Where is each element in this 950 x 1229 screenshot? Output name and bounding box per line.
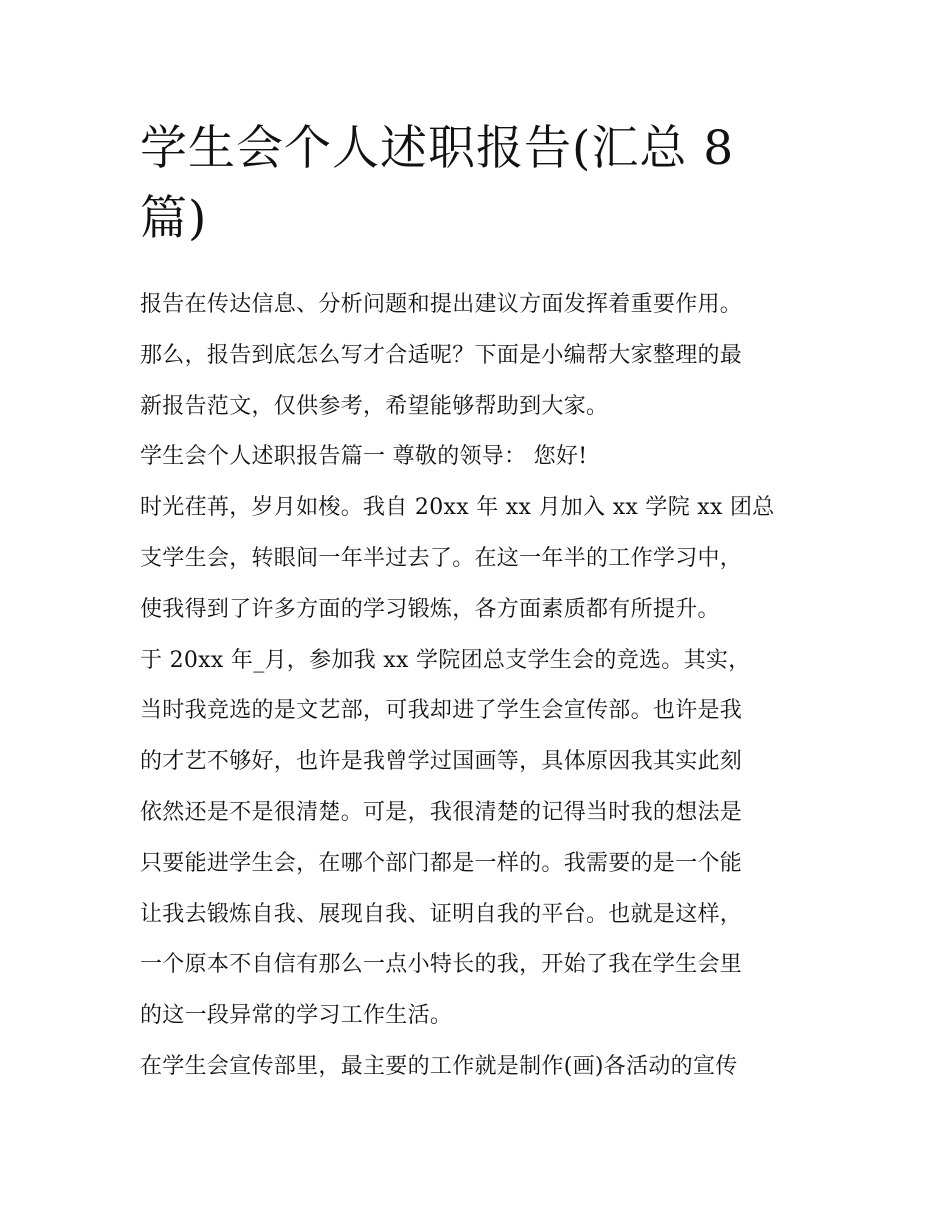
document-body	[140, 280, 840, 1093]
body-text-line: 让我去锻炼自我、展现自我、证明自我的平台。也就是这样，	[140, 901, 743, 927]
body-text-line: 学生会个人述职报告篇一 尊敬的领导： 您好!	[140, 444, 588, 470]
body-text-line: 只要能进学生会，在哪个部门都是一样的。我需要的是一个能	[140, 850, 743, 876]
body-text-line: 依然还是不是很清楚。可是，我很清楚的记得当时我的想法是	[140, 799, 743, 825]
title-line: 学生会个人述职报告(汇总 8	[140, 121, 735, 176]
body-text-line: 支学生会，转眼间一年半过去了。在这一年半的工作学习中，	[140, 545, 743, 571]
body-text-line: 时光荏苒，岁月如梭。我自 20xx 年 xx 月加入 xx 学院 xx 团总	[140, 495, 775, 521]
title-line: 篇)	[140, 191, 208, 246]
body-text-line: 当时我竞选的是文艺部，可我却进了学生会宣传部。也许是我	[140, 698, 743, 724]
body-text-line: 的才艺不够好，也许是我曾学过国画等，具体原因我其实此刻	[140, 749, 743, 775]
body-text-line: 使我得到了许多方面的学习锻炼，各方面素质都有所提升。	[140, 596, 720, 622]
body-text-line: 一个原本不自信有那么一点小特长的我，开始了我在学生会里	[140, 952, 743, 978]
body-text-line: 那么，报告到底怎么写才合适呢？下面是小编帮大家整理的最	[140, 342, 743, 368]
body-text-line: 报告在传达信息、分析问题和提出建议方面发挥着重要作用。	[140, 292, 743, 317]
body-text-line: 新报告范文，仅供参考，希望能够帮助到大家。	[140, 393, 609, 419]
body-text-line: 的这一段异常的学习工作生活。	[140, 1003, 453, 1029]
body-text-line: 在学生会宣传部里，最主要的工作就是制作(画)各活动的宣传	[140, 1053, 738, 1079]
document-title	[140, 114, 820, 254]
body-text-line: 于 20xx 年_月，参加我 xx 学院团总支学生会的竞选。其实，	[140, 647, 751, 673]
